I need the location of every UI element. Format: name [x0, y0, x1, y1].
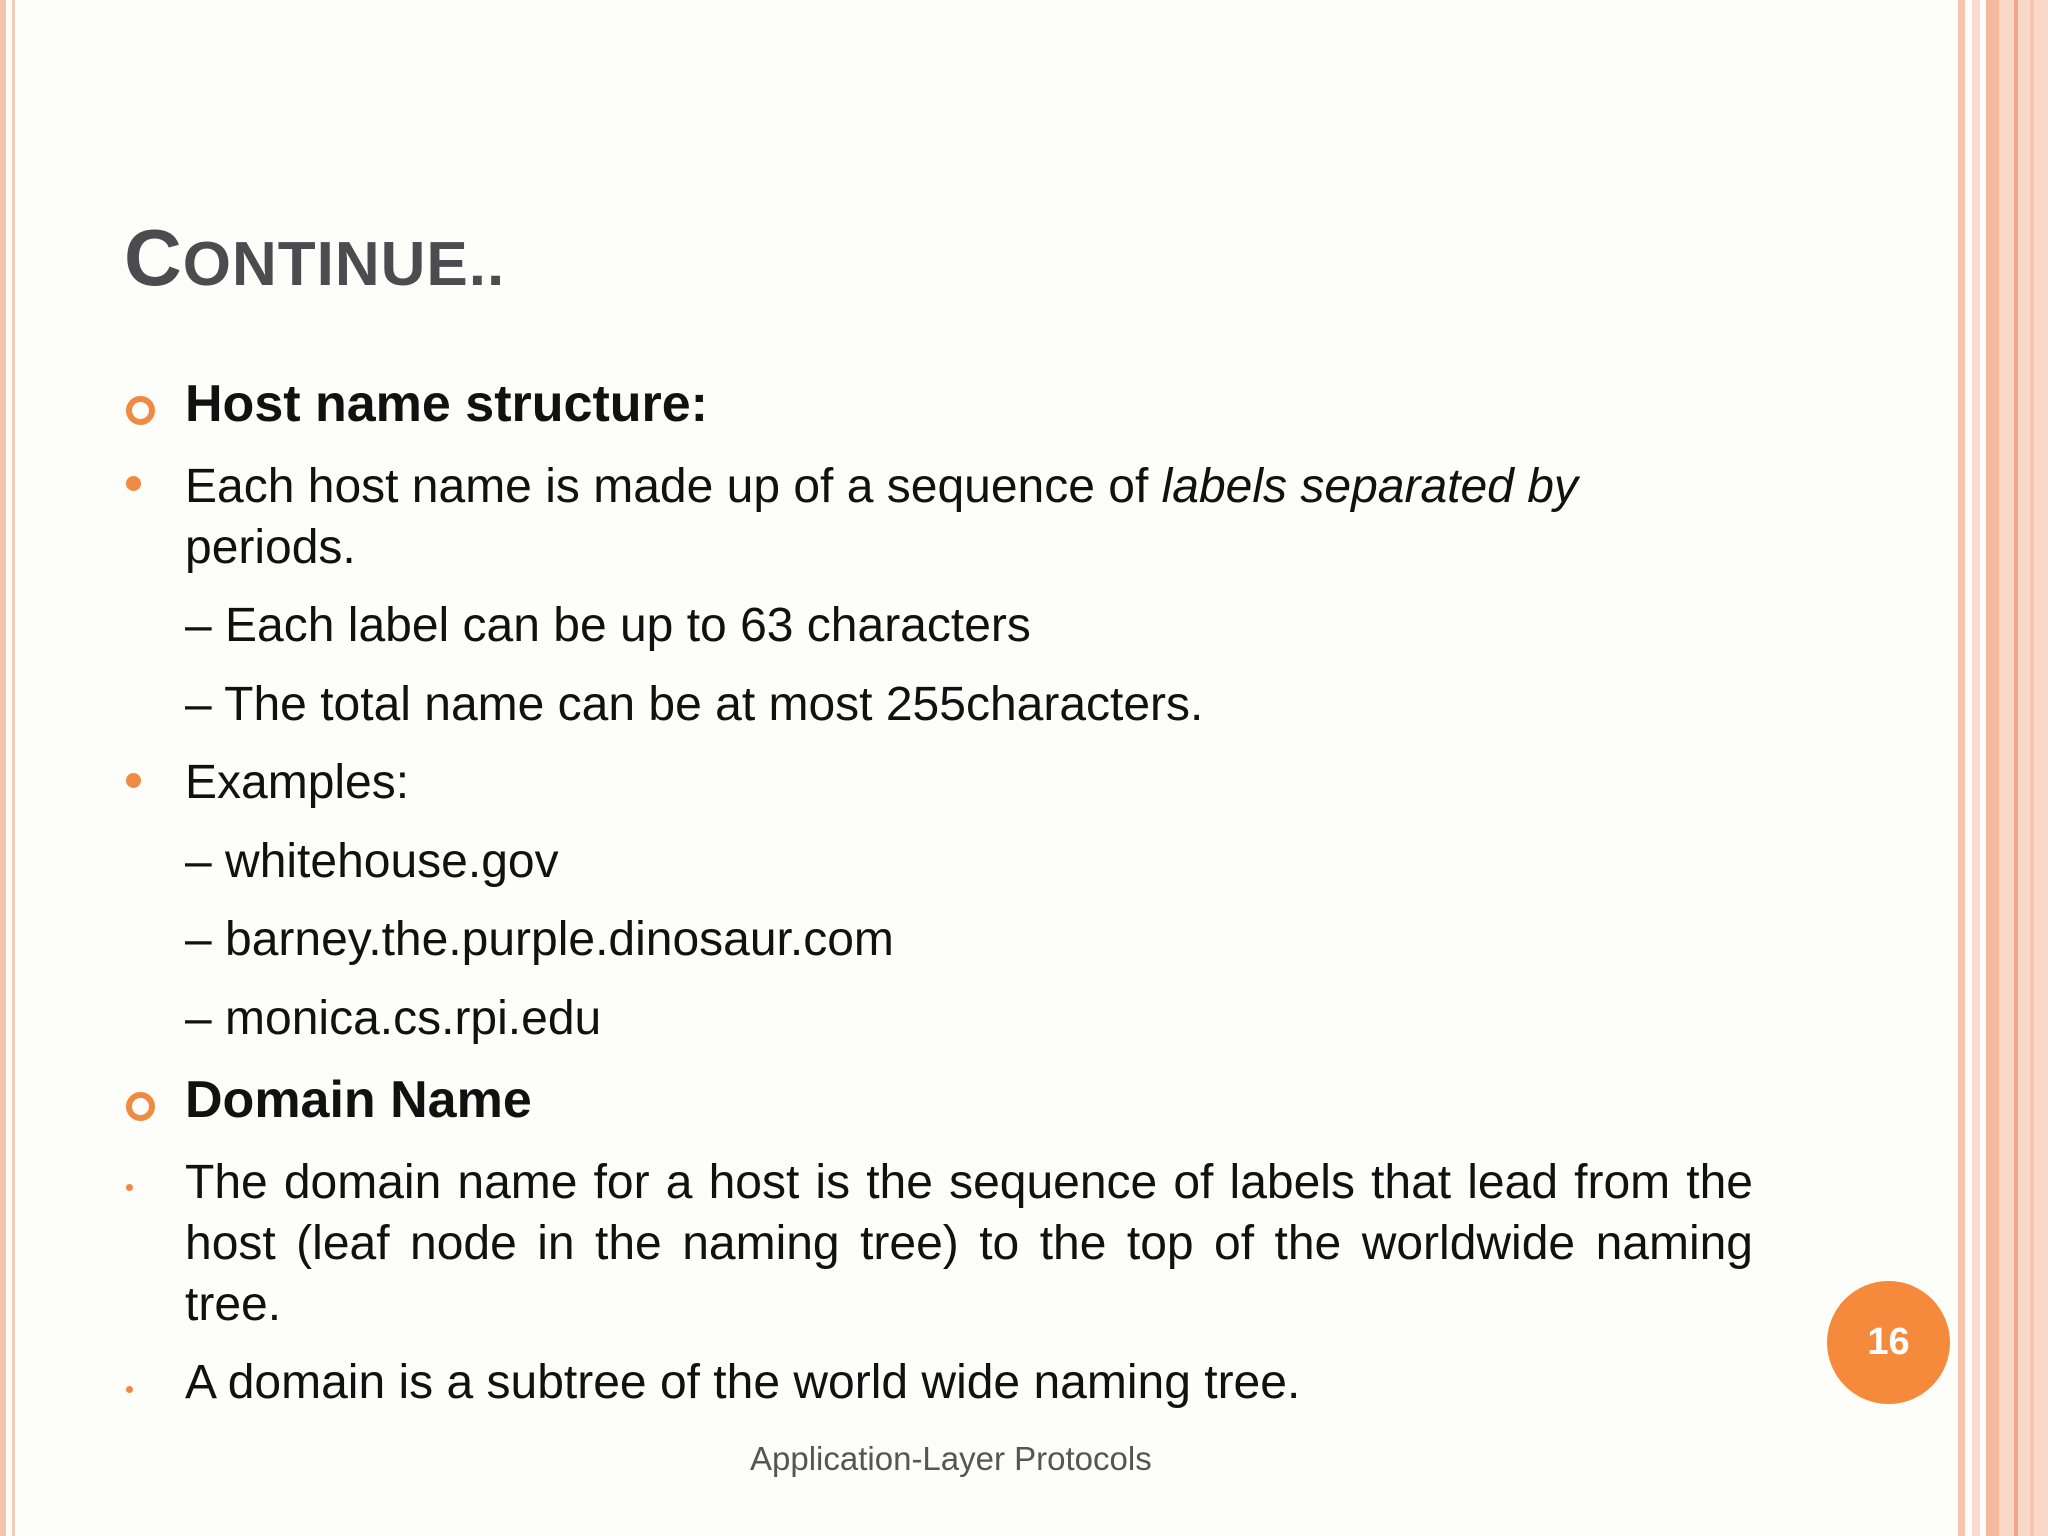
right-border-stripe	[1972, 0, 1980, 1536]
host-name-description-text: Each host name is made up of a sequence of	[185, 460, 1162, 513]
example-item: – barney.the.purple.dinosaur.com	[185, 913, 894, 966]
right-border-stripe	[1958, 0, 1965, 1536]
right-border-stripe	[2014, 0, 2018, 1536]
hollow-circle-bullet-icon	[126, 1092, 155, 1121]
slide-title-initial: C	[124, 213, 183, 302]
examples-label: Examples:	[185, 756, 410, 809]
right-border-stripe	[1986, 0, 1999, 1536]
domain-name-description: The domain name for a host is the sequence of labels that lead from the host (leaf node in the naming tree) to the top of the worldwide naming tree.	[185, 1156, 1753, 1331]
slide-title-rest: ONTINUE..	[182, 230, 506, 299]
host-name-description	[185, 456, 1755, 578]
section-heading-domain-name: Domain Name	[185, 1071, 532, 1129]
small-dot-bullet-icon	[126, 1184, 133, 1191]
slide-footer: Application-Layer Protocols	[750, 1440, 1152, 1477]
page-number: 16	[1867, 1321, 1910, 1363]
page-number-badge	[1827, 1281, 1950, 1404]
left-border-stripe-thin	[12, 0, 15, 1536]
example-item: – whitehouse.gov	[185, 835, 559, 888]
host-name-description-end: periods.	[185, 521, 356, 574]
sub-item-label-length: – Each label can be up to 63 characters	[185, 599, 1031, 652]
hollow-circle-bullet-icon	[126, 396, 155, 425]
right-border-stripe	[2030, 0, 2034, 1536]
slide-title	[124, 212, 505, 304]
left-border-stripe	[0, 0, 6, 1536]
domain-subtree-description: A domain is a subtree of the world wide naming tree.	[185, 1356, 1301, 1409]
right-border-band	[1999, 0, 2048, 1536]
dot-bullet-icon	[126, 773, 141, 788]
host-name-description-emphasis: labels separated by	[1161, 460, 1578, 513]
example-item: – monica.cs.rpi.edu	[185, 992, 602, 1045]
dot-bullet-icon	[126, 476, 141, 491]
small-dot-bullet-icon	[126, 1386, 133, 1393]
sub-item-total-length: – The total name can be at most 255characters.	[185, 678, 1204, 731]
section-heading-host-name: Host name structure:	[185, 375, 708, 433]
